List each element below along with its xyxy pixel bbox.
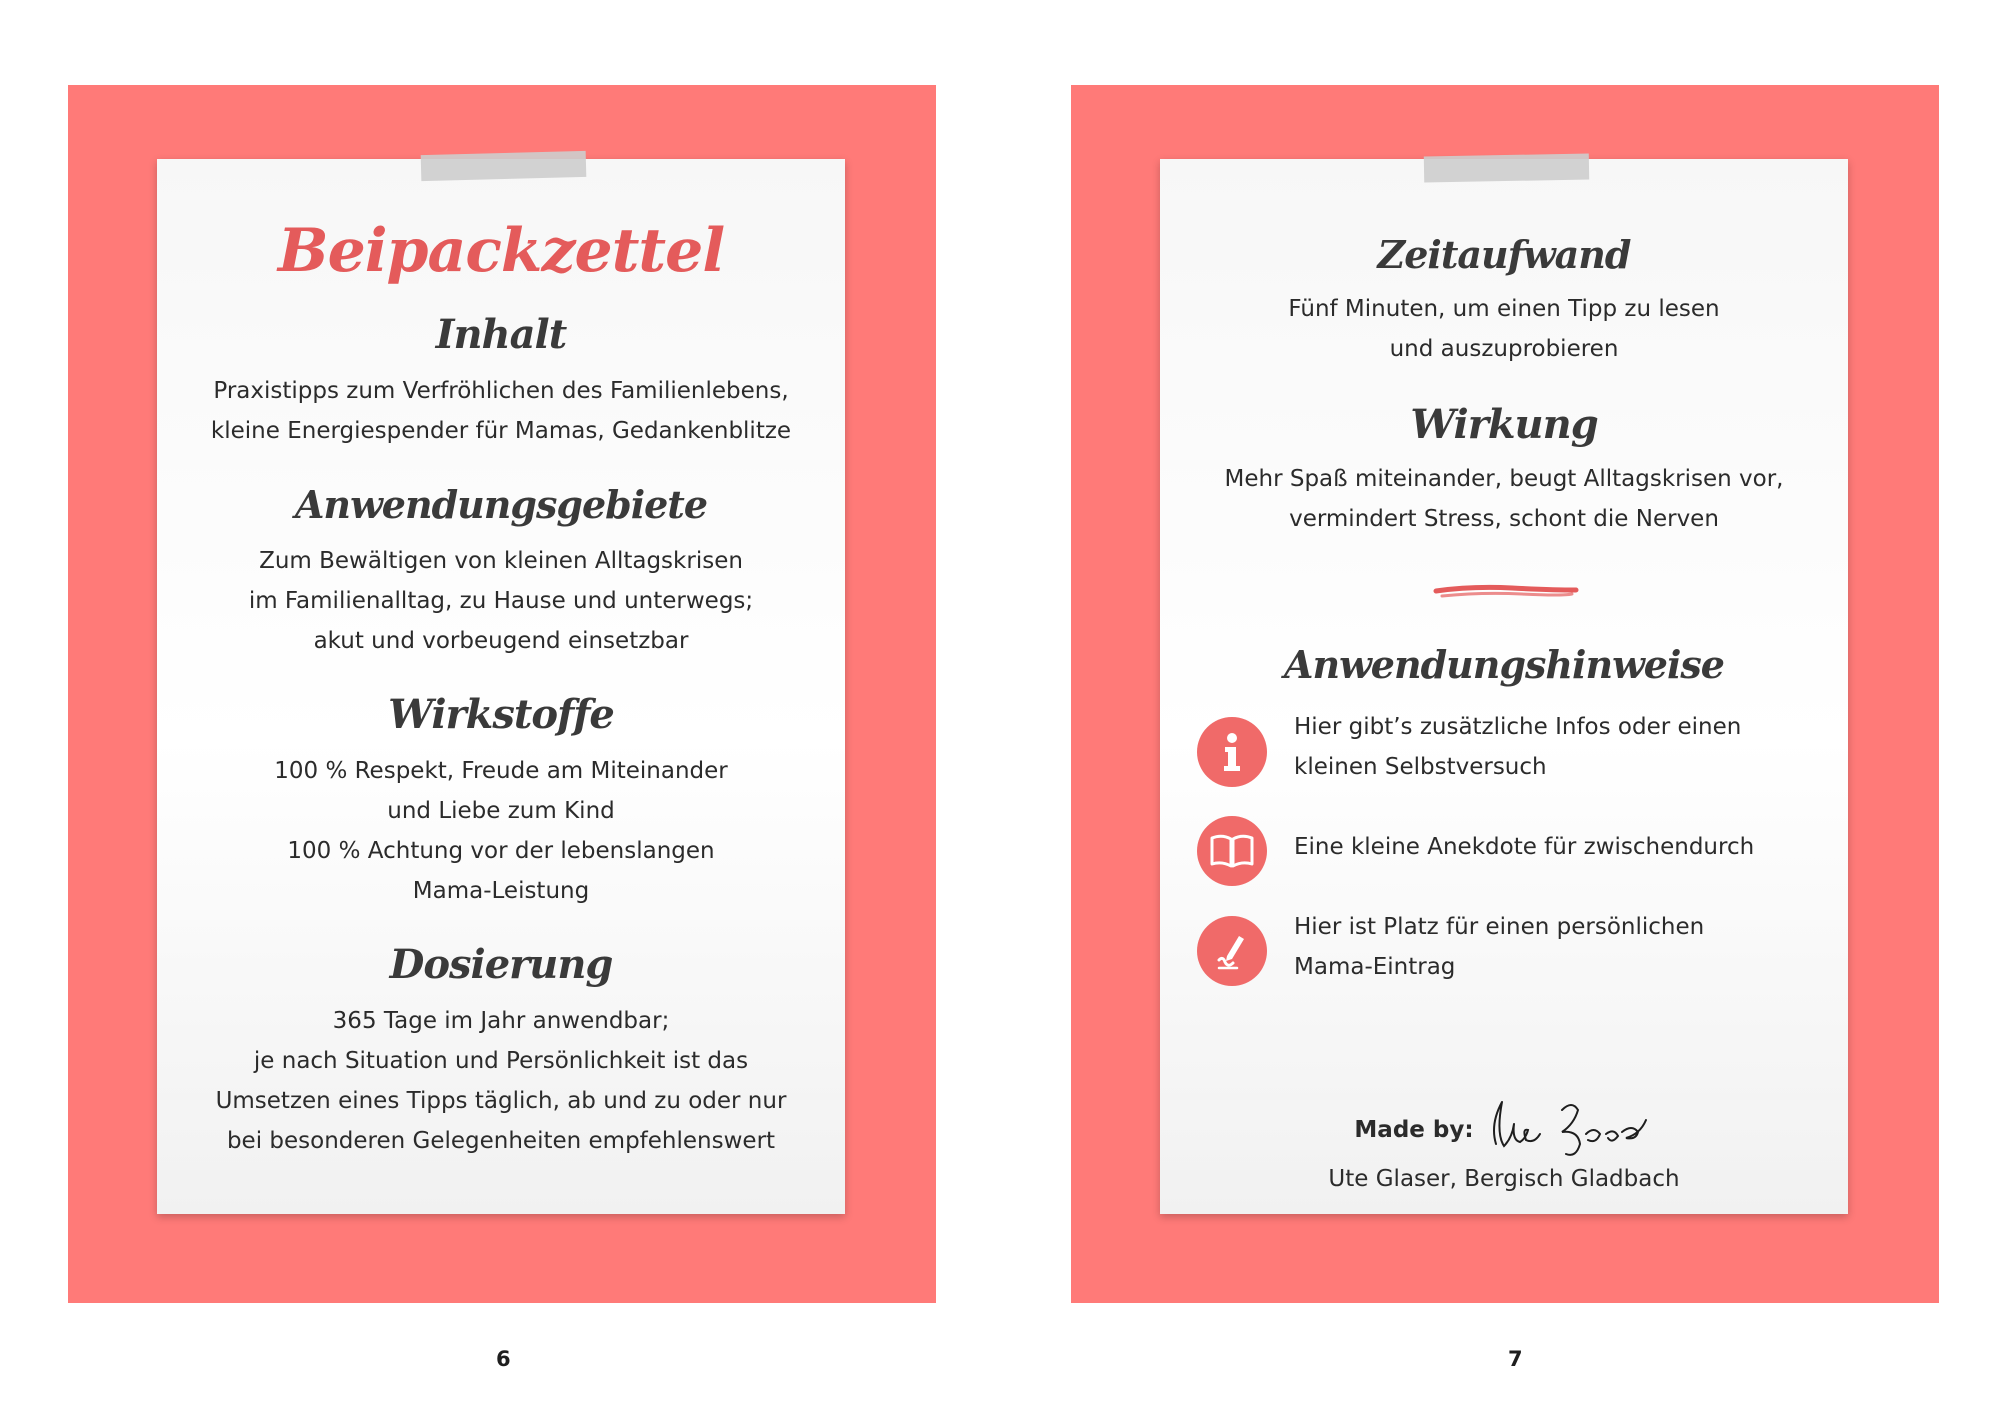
hint-line: Hier gibt’s zusätzliche Infos oder einen	[1294, 714, 1742, 740]
section-line: Fünf Minuten, um einen Tipp zu lesen	[1288, 296, 1720, 322]
book-icon	[1197, 816, 1267, 886]
left-page-frame	[68, 85, 936, 1303]
section-wirkstoffe	[157, 689, 845, 911]
section-heading: Zeitaufwand	[1377, 232, 1631, 277]
section-line: kleine Energiespender für Mamas, Gedankenblitze	[210, 418, 792, 444]
page-number-right: 7	[1508, 1347, 1523, 1371]
page-title: Beipackzettel	[277, 216, 725, 286]
hint-line: Hier ist Platz für einen persönlichen	[1294, 914, 1705, 940]
section-heading: Inhalt	[435, 311, 567, 358]
made-by-label: Made by:	[1354, 1117, 1474, 1143]
info-icon	[1197, 717, 1267, 787]
section-line: und auszuprobieren	[1389, 336, 1619, 362]
signature	[1482, 1094, 1654, 1166]
section-line: bei besonderen Gelegenheiten empfehlenswert	[226, 1128, 776, 1154]
tape-strip	[1424, 154, 1589, 183]
section-heading: Anwendungsgebiete	[294, 482, 708, 527]
section-line: 365 Tage im Jahr anwendbar;	[332, 1008, 670, 1034]
hint-line: kleinen Selbstversuch	[1294, 754, 1547, 780]
section-line: vermindert Stress, schont die Nerven	[1289, 506, 1719, 532]
right-paper-sheet	[1160, 159, 1848, 1214]
hint-line: Eine kleine Anekdote für zwischendurch	[1294, 834, 1755, 860]
right-page-frame	[1071, 85, 1939, 1303]
left-title	[157, 211, 845, 291]
section-anwendungsgebiete	[157, 479, 845, 661]
page-number-left: 6	[496, 1347, 511, 1371]
section-heading: Wirkstoffe	[388, 691, 614, 738]
section-line: Praxistipps zum Verfröhlichen des Familienlebens,	[213, 378, 789, 404]
section-line: 100 % Achtung vor der lebenslangen	[287, 838, 715, 864]
hint-line: Mama-Eintrag	[1294, 954, 1456, 980]
hints-heading-block	[1160, 639, 1848, 691]
author-block	[1160, 1159, 1848, 1199]
left-paper-sheet	[157, 159, 845, 1214]
hints-heading: Anwendungshinweise	[1283, 642, 1724, 687]
author-name: Ute Glaser, Bergisch Gladbach	[1328, 1166, 1680, 1192]
section-inhalt	[157, 309, 845, 451]
section-line: akut und vorbeugend einsetzbar	[313, 628, 689, 654]
section-heading: Wirkung	[1410, 401, 1598, 448]
section-line: je nach Situation und Persönlichkeit ist das	[253, 1048, 749, 1074]
made-by-row	[1160, 1094, 1848, 1166]
pen-icon	[1197, 916, 1267, 986]
section-line: im Familienalltag, zu Hause und unterwegs;	[248, 588, 754, 614]
brush-divider	[1432, 581, 1580, 603]
section-line: Mama-Leistung	[412, 878, 590, 904]
section-line: Umsetzen eines Tipps täglich, ab und zu oder nur	[215, 1088, 787, 1114]
section-line: 100 % Respekt, Freude am Miteinander	[274, 758, 728, 784]
section-line: Mehr Spaß miteinander, beugt Alltagskrisen vor,	[1224, 466, 1784, 492]
section-zeitaufwand	[1160, 229, 1848, 369]
section-line: Zum Bewältigen von kleinen Alltagskrisen	[259, 548, 743, 574]
section-dosierung	[157, 939, 845, 1161]
section-line: und Liebe zum Kind	[387, 798, 615, 824]
tape-strip	[421, 151, 587, 181]
section-wirkung	[1160, 399, 1848, 539]
section-heading: Dosierung	[389, 941, 613, 988]
